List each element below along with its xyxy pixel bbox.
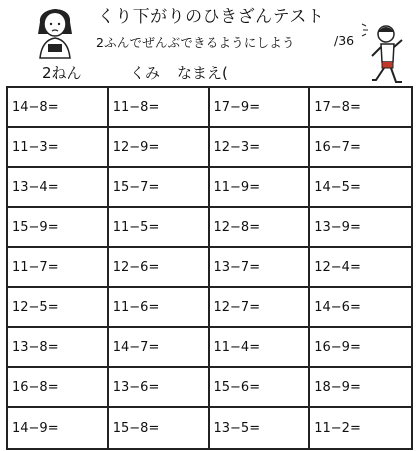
problem-cell[interactable]: 11−8= — [109, 88, 210, 128]
problem-cell[interactable]: 13−6= — [109, 368, 210, 408]
teacher-illustration-icon — [28, 0, 82, 60]
problem-cell[interactable]: 15−6= — [210, 368, 311, 408]
problem-cell[interactable]: 11−9= — [210, 168, 311, 208]
name-label: なまえ( — [177, 64, 228, 82]
problem-cell[interactable]: 12−4= — [310, 248, 411, 288]
problem-cell[interactable]: 11−3= — [8, 128, 109, 168]
class-label: くみ — [130, 64, 161, 82]
problem-cell[interactable]: 14−6= — [310, 288, 411, 328]
problem-cell[interactable]: 11−5= — [109, 208, 210, 248]
grade-label: 2ねん — [42, 64, 82, 82]
problem-cell[interactable]: 15−7= — [109, 168, 210, 208]
problem-cell[interactable]: 12−9= — [109, 128, 210, 168]
problem-cell[interactable]: 13−5= — [210, 408, 311, 448]
problem-cell[interactable]: 12−7= — [210, 288, 311, 328]
problem-cell[interactable]: 14−8= — [8, 88, 109, 128]
problem-cell[interactable]: 17−9= — [210, 88, 311, 128]
problem-cell[interactable]: 15−8= — [109, 408, 210, 448]
problem-cell[interactable]: 14−7= — [109, 328, 210, 368]
problem-cell[interactable]: 12−6= — [109, 248, 210, 288]
problem-cell[interactable]: 11−2= — [314, 420, 361, 436]
problem-cell[interactable]: 16−8= — [8, 368, 109, 408]
problem-cell[interactable]: 11−4= — [210, 328, 311, 368]
problem-cell[interactable]: 13−9= — [310, 208, 411, 248]
problem-cell[interactable]: 13−7= — [210, 248, 311, 288]
problem-cell[interactable]: 17−8= — [310, 88, 411, 128]
worksheet-title: くり下がりのひきざんテスト — [97, 7, 325, 27]
problem-cell[interactable]: 14−9= — [8, 408, 109, 448]
problem-cell[interactable]: 14−5= — [310, 168, 411, 208]
problem-cell[interactable]: 13−4= — [8, 168, 109, 208]
instruction-text: 2ふんでぜんぶできるようにしよう — [96, 35, 295, 50]
problem-cell[interactable]: 15−9= — [8, 208, 109, 248]
problem-grid — [6, 86, 413, 450]
problem-cell[interactable]: 16−9= — [310, 328, 411, 368]
running-child-icon — [360, 22, 410, 88]
problem-cell[interactable]: 12−3= — [210, 128, 311, 168]
problem-cell[interactable]: 11−6= — [109, 288, 210, 328]
problem-cell[interactable]: 12−5= — [8, 288, 109, 328]
problem-cell[interactable]: 16−7= — [310, 128, 411, 168]
problem-cell[interactable]: 13−8= — [8, 328, 109, 368]
problem-cell[interactable]: 18−9= — [310, 368, 411, 408]
problem-cell[interactable]: 12−8= — [210, 208, 311, 248]
score-total: /36 — [334, 33, 355, 48]
problem-cell[interactable]: 11−7= — [8, 248, 109, 288]
